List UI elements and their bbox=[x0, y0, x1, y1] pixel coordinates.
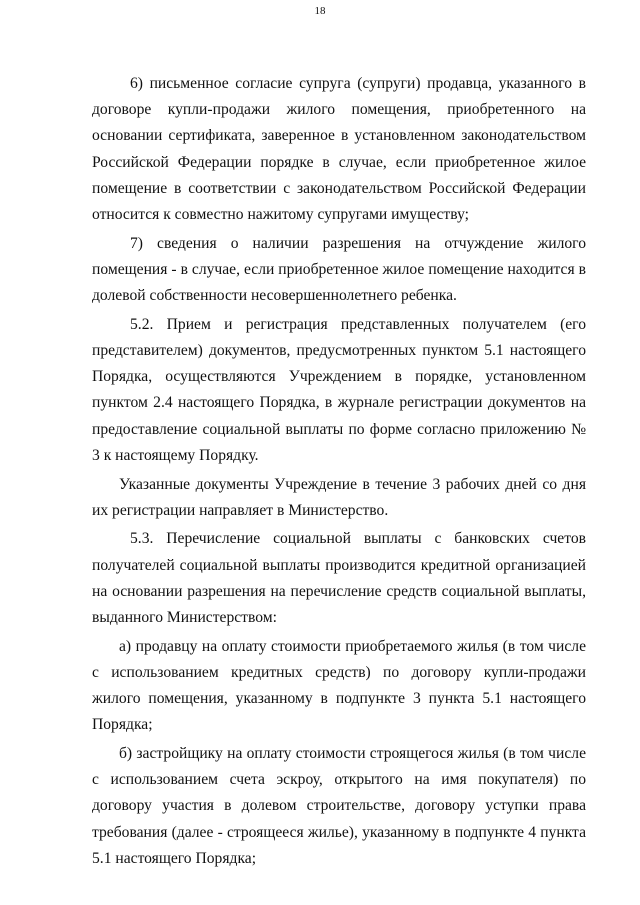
paragraph-subitem-b: б) застройщику на оплату стоимости строящегося жилья (в том числе с использованием счета эскроу, открытого на имя покупателя) по договору участия в долевом строительстве, договору уступки права требования (далее - строящееся жилье), указанному в подпункте 4 пункта 5.1 настоящего Порядка; bbox=[92, 745, 586, 867]
paragraph-section-5-3: 5.3. Перечисление социальной выплаты с банковских счетов получателей социальной выплаты производится кредитной организацией на основании разрешения на перечисление средств социальной выплаты, выданного Министерством: bbox=[92, 530, 586, 627]
page-number: 18 bbox=[314, 5, 326, 17]
paragraph-subitem-a: а) продавцу на оплату стоимости приобретаемого жилья (в том числе с использованием кредитных средств) по договору купли-продажи жилого помещения, указанному в подпункте 3 пункта 5.1 настоящего Порядка; bbox=[92, 637, 586, 734]
paragraph-documents-forwarding: Указанные документы Учреждение в течение 3 рабочих дней со дня их регистрации направляет в Министерство. bbox=[92, 475, 586, 519]
paragraph-item-6: 6) письменное согласие супруга (супруги) продавца, указанного в договоре купли-продажи жилого помещения, приобретенного на основании сертификата, заверенное в установленном законодательством Российской Федерации порядке в случае, если приобретенное жилое помещение в соответствии с законодательством Российской Федерации относится к совместно нажитому супругами имуществу; bbox=[92, 75, 586, 224]
paragraph-section-5-2: 5.2. Прием и регистрация представленных получателем (его представителем) документов, предусмотренных пунктом 5.1 настоящего Порядка, осуществляются Учреждением в порядке, установленном пунктом 2.4 настоящего Порядка, в журнале регистрации документов на предоставление социальной выплаты по форме согласно приложению № 3 к настоящему Порядку. bbox=[92, 315, 586, 464]
paragraph-item-7: 7) сведения о наличии разрешения на отчуждение жилого помещения - в случае, если приобретенное жилое помещение находится в долевой собственности несовершеннолетнего ребенка. bbox=[92, 234, 586, 305]
document-body bbox=[92, 71, 586, 875]
